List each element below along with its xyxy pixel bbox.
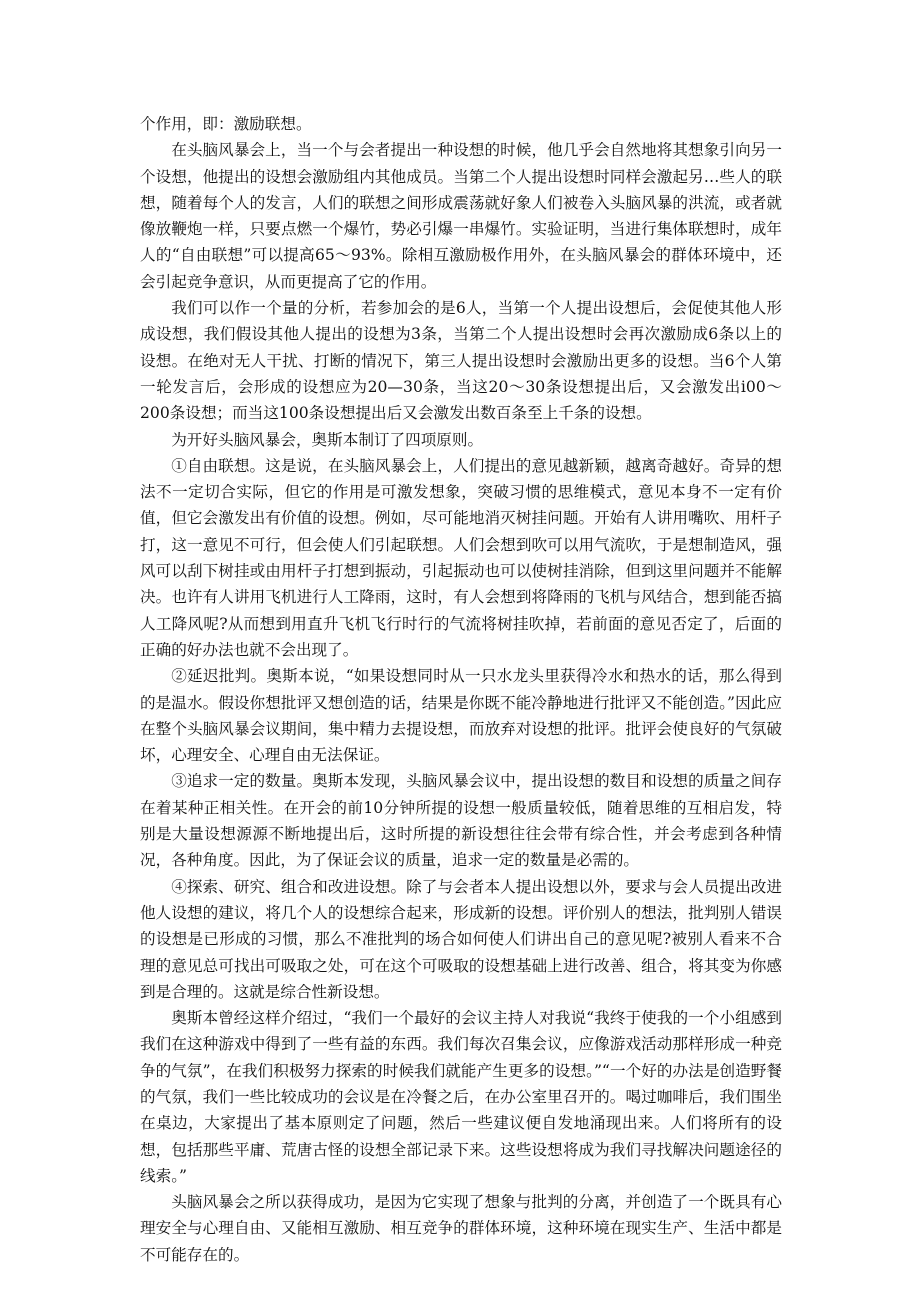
paragraph-association-chain: 在头脑风暴会上，当一个与会者提出一种设想的时候，他几乎会自然地将其想象引向另一个设想，他提出的设想会激励组内其他成员。当第二个人提出设想时同样会激起另…些人的联想，随着每个人的发言，人们的联想之间形成震荡就好象人们被卷入头脑风暴的洪流，或者就像放鞭炮一样，只要点燃一个爆竹，势必引爆一串爆竹。实验证明，当进行集体联想时，成年人的“自由联想”可以提高65～93%。除相互激励极作用外，在头脑风暴会的群体环境中，还会引起竞争意识，从而更提高了它的作用。 xyxy=(140,141,782,291)
document-page xyxy=(140,111,782,1268)
paragraph-principle-free-association: ①自由联想。这是说，在头脑风暴会上，人们提出的意见越新颖，越离奇越好。奇异的想法不一定切合实际，但它的作用是可激发想象，突破习惯的思维模式，意见本身不一定有价值，但它会激发出有价值的设想。例如，尽可能地消灭树挂问题。开始有人讲用嘴吹、用杆子打，这一意见不可行，但会使人们引起联想。人们会想到吹可以用气流吹，于是想制造风，强风可以刮下树挂或由用杆子打想到振动，引起振动也可以使树挂消除，但到这里问题并不能解决。也许有人讲用飞机进行人工降雨，这时，有人会想到将降雨的飞机与风结合，想到能否搞人工降风呢?从而想到用直升飞机飞行时行的气流将树挂吹掉，若前面的意见否定了，后面的正确的好办法也就不会出现了。 xyxy=(140,456,782,659)
paragraph-quantitative-analysis: 我们可以作一个量的分析，若参加会的是6人，当第一个人提出设想后，会促使其他人形成设想，我们假设其他人提出的设想为3条，当第二个人提出设想时会再次激励成6条以上的设想。在绝对无人干扰、打断的情况下，第三人提出设想时会激励出更多的设想。当6个人第一轮发言后，会形成的设想应为20—30条，当这20～30条设想提出后，又会激发出i00～200条设想；而当这100条设想提出后又会激发出数百条至上千条的设想。 xyxy=(140,299,782,423)
paragraph-principle-defer-judgment: ②延迟批判。奥斯本说，“如果设想同时从一只水龙头里获得冷水和热水的话，那么得到的是温水。假设你想批评又想创造的话，结果是你既不能冷静地进行批评又不能创造。”因此应在整个头脑风暴会议期间，集中精力去提设想，而放弃对设想的批评。批评会使良好的气氛破坏，心理安全、心理自由无法保证。 xyxy=(140,667,782,765)
paragraph-osborn-quote: 奥斯本曾经这样介绍过，“我们一个最好的会议主持人对我说“我终于使我的一个小组感到我们在这种游戏中得到了一些有益的东西。我们每次召集会议，应像游戏活动那样形成一种竞争的气氛”，在我们积极努力探索的时候我们就能产生更多的设想。”“一个好的办法是创造野餐的气氛，我们一些比较成功的会议是在冷餐之后，在办公室里召开的。喝过咖啡后，我们围坐在桌边，大家提出了基本原则定了问题，然后一些建议便自发地涌现出来。人们将所有的设想，包括那些平庸、荒唐古怪的设想全部记录下来。这些设想将成为我们寻找解决问题途径的线索。” xyxy=(140,1009,782,1185)
paragraph-conclusion: 头脑风暴会之所以获得成功，是因为它实现了想象与批判的分离，并创造了一个既具有心理安全与心理自由、又能相互激励、相互竞争的群体环境，这种环境在现实生产、生活中都是不可能存在的。 xyxy=(140,1193,782,1264)
paragraph-four-principles-intro: 为开好头脑风暴会，奥斯本制订了四项原则。 xyxy=(171,430,484,449)
paragraph-principle-quantity: ③追求一定的数量。奥斯本发现，头脑风暴会议中，提出设想的数目和设想的质量之间存在着某种正相关性。在开会的前10分钟所提的设想一般质量较低，随着思维的互相启发，特别是大量设想源源不断地提出后，这时所提的新设想往往会带有综合性，并会考虑到各种情况，各种角度。因此，为了保证会议的质量，追求一定的数量是必需的。 xyxy=(140,772,782,870)
paragraph-intro-continuation: 个作用，即：激励联想。 xyxy=(140,115,312,133)
paragraph-principle-combine-improve: ④探索、研究、组合和改进设想。除了与会者本人提出设想以外，要求与会人员提出改进他人设想的建议，将几个人的设想综合起来，形成新的设想。评价别人的想法，批判别人错误的设想是已形成的习惯，那么不准批判的场合如何使人们讲出自己的意见呢?被别人看来不合理的意见总可找出可吸取之处，可在这个可吸取的设想基础上进行改善、组合，将其变为你感到是合理的。这就是综合性新设想。 xyxy=(140,877,782,1001)
